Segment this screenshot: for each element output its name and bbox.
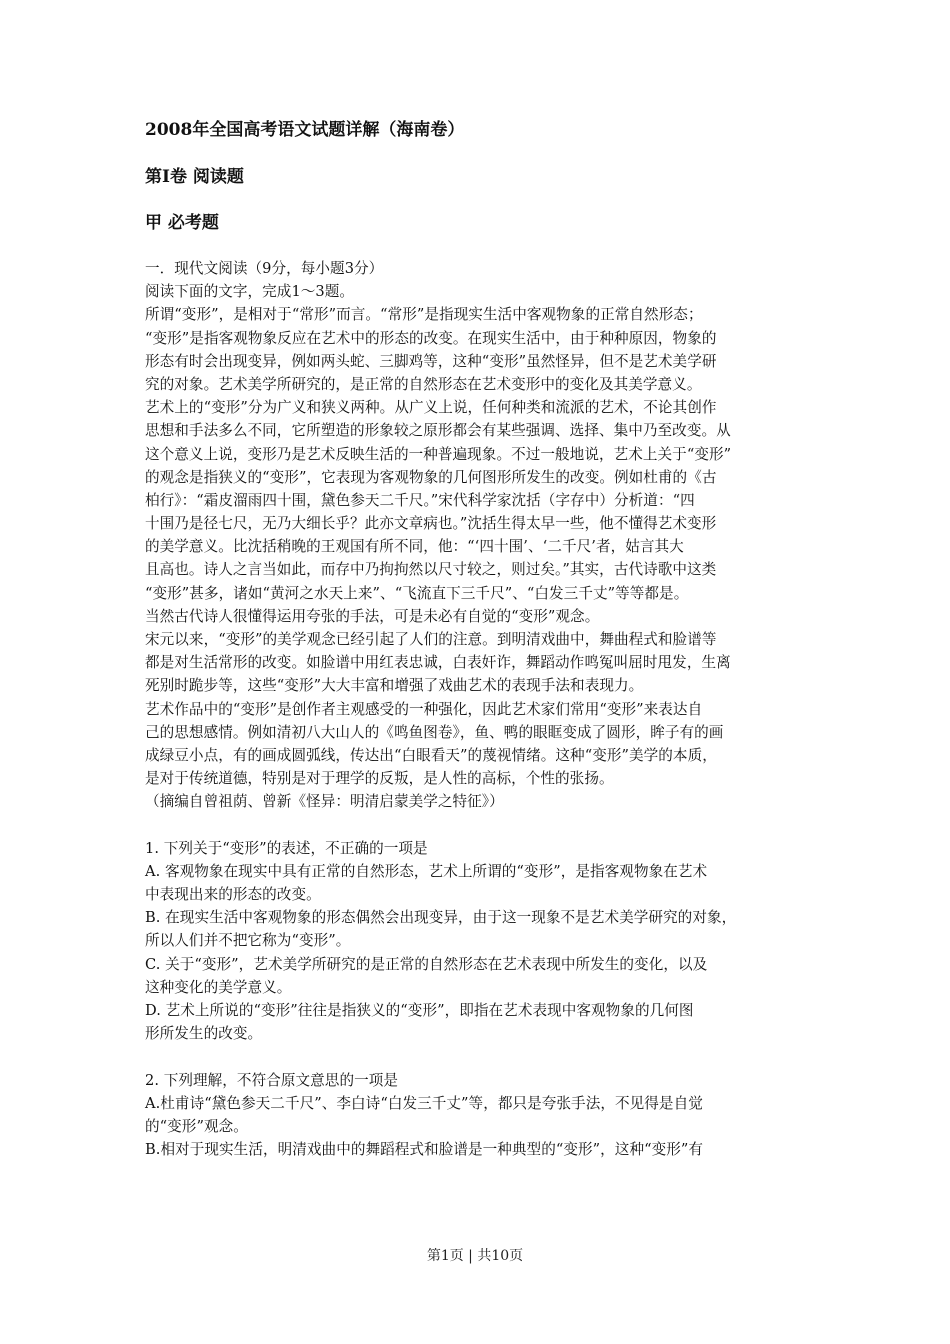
text-line: 阅读下面的文字，完成1～3题。 [145, 283, 355, 301]
text-line: 的美学意义。比沈括稍晚的王观国有所不同，他：“‘四十围’、‘二千尺’者，姑言其大 [145, 538, 684, 556]
text-line: 形所发生的改变。 [145, 1025, 263, 1043]
text-line: 是对于传统道德，特别是对于理学的反叛，是人性的高标，个性的张扬。 [145, 770, 614, 788]
text-line: B. 在现实生活中客观物象的形态偶然会出现变异，由于这一现象不是艺术美学研究的对象， [145, 909, 737, 927]
text-line: 这种变化的美学意义。 [145, 978, 292, 996]
text-line: 思想和手法多么不同，它所塑造的形象较之原形都会有某些强调、选择、集中乃至改变。从 [145, 422, 731, 440]
text-line: 十围乃是径七尺，无乃大细长乎？此亦文章病也。”沈括生得太早一些，他不懂得艺术变形 [145, 515, 717, 533]
text-line: D. 艺术上所说的“变形”往往是指狭义的“变形”，即指在艺术表现中客观物象的几何图 [145, 1002, 694, 1019]
text-line: 成绿豆小点，有的画成圆弧线，传达出“白眼看天”的蔑视情绪。这种“变形”美学的本质， [145, 746, 717, 764]
text-line: 2. 下列理解，不符合原文意思的一项是 [145, 1071, 399, 1089]
text-line: B.相对于现实生活，明清戏曲中的舞蹈程式和脸谱是一种典型的“变形”，这种“变形”有 [145, 1141, 704, 1159]
text-line: 形态有时会出现变异，例如两头蛇、三脚鸡等，这种“变形”虽然怪异，但不是艺术美学研 [145, 352, 717, 370]
text-line: 1. 下列关于“变形”的表述，不正确的一项是 [145, 839, 428, 857]
text-line: 宋元以来，“变形”的美学观念已经引起了人们的注意。到明清戏曲中，舞曲程式和脸谱等 [145, 631, 717, 648]
text-line: 己的思想感情。例如清初八大山人的《鸣鱼图卷》，鱼、鸭的眼眶变成了圆形，眸子有的画 [145, 723, 724, 741]
text-line: 艺术作品中的“变形”是创作者主观感受的一种强化，因此艺术家们常用“变形”来表达自 [145, 700, 703, 718]
blank-line [145, 814, 815, 837]
text-line: 都是对生活常形的改变。如脸谱中用红表忠诚，白表奸诈，舞蹈动作鸣冤叫屈时甩发，生离 [145, 654, 731, 672]
text-line: C. 关于“变形”，艺术美学所研究的是正常的自然形态在艺术表现中所发生的变化，以及 [145, 955, 708, 973]
text-line: 中表现出来的形态的改变。 [145, 886, 321, 904]
text-line: 究的对象。艺术美学所研究的，是正常的自然形态在艺术变形中的变化及其美学意义。 [145, 375, 702, 393]
body-text [145, 257, 815, 1161]
text-line: 的观念是指狭义的“变形”，它表现为客观物象的几何图形所发生的改变。例如杜甫的《古 [145, 468, 717, 486]
document-content [145, 118, 815, 1161]
text-line: 当然古代诗人很懂得运用夸张的手法，可是未必有自觉的“变形”观念。 [145, 607, 600, 625]
text-line: 且高也。诗人之言当如此，而存中乃拘拘然以尺寸较之，则过矣。”其实，古代诗歌中这类 [145, 561, 717, 579]
text-line: 一．现代文阅读（9分，每小题3分） [145, 260, 384, 277]
text-line: 所以人们并不把它称为“变形”。 [145, 932, 351, 950]
blank-line [145, 1045, 815, 1068]
page-footer: 第1页 | 共10页 [426, 1248, 524, 1264]
text-line: A. 客观物象在现实中具有正常的自然形态，艺术上所谓的“变形”，是指客观物象在艺术 [145, 862, 708, 880]
subsection-heading: 甲 必考题 [145, 213, 219, 233]
text-line: 所谓“变形”，是相对于“常形”而言。“常形”是指现实生活中客观物象的正常自然形态； [145, 306, 703, 324]
text-line: 这个意义上说，变形乃是艺术反映生活的一种普遍现象。不过一般地说，艺术上关于“变形” [145, 445, 732, 463]
text-line: （摘编自曾祖荫、曾新《怪异：明清启蒙美学之特征》） [145, 793, 504, 811]
section-heading: 第Ⅰ卷 阅读题 [145, 167, 244, 187]
text-line: A.杜甫诗“黛色参天二千尺”、李白诗“白发三千丈”等，都只是夸张手法，不见得是自觉 [145, 1094, 703, 1112]
text-line: 柏行》：“霜皮溜雨四十围，黛色参天二千尺。”宋代科学家沈括（字存中）分析道：“四 [145, 491, 695, 509]
text-line: 艺术上的“变形”分为广义和狭义两种。从广义上说，任何种类和流派的艺术，不论其创作 [145, 399, 717, 417]
text-line: 的“变形”观念。 [145, 1117, 248, 1135]
text-line: “变形”是指客观物象反应在艺术中的形态的改变。在现实生活中，由于种种原因，物象的 [145, 329, 717, 347]
text-line: 死别时跪步等，这些“变形”大大丰富和增强了戏曲艺术的表现手法和表现力。 [145, 677, 644, 695]
document-title: 2008年全国高考语文试题详解（海南卷） [145, 120, 465, 140]
text-line: “变形”甚多，诸如“黄河之水天上来”、“飞流直下三千尺”、“白发三千丈”等等都是。 [145, 584, 689, 602]
